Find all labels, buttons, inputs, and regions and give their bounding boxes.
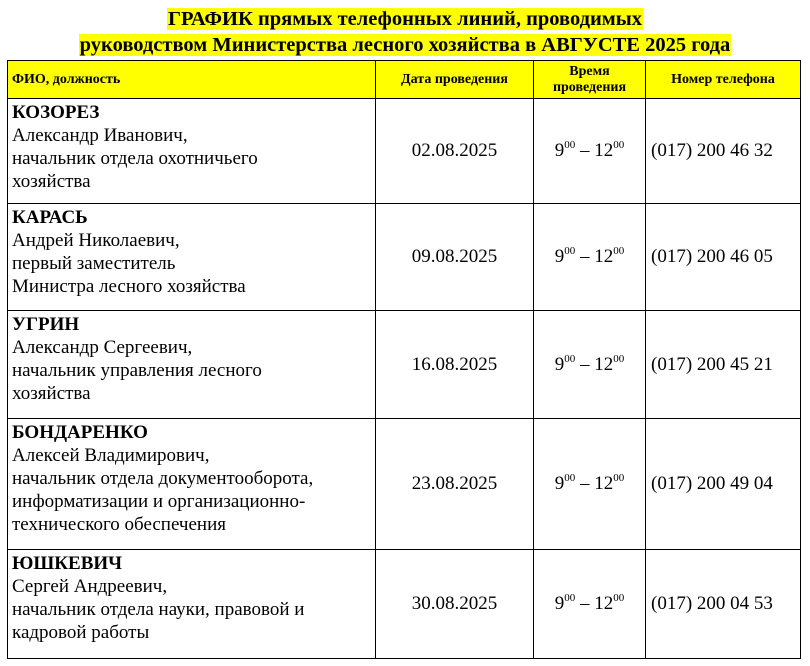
time-cell — [534, 311, 646, 419]
phone-cell: (017) 200 46 32 — [646, 99, 801, 204]
table-row — [8, 204, 801, 311]
table-header-row — [8, 61, 801, 99]
person-cell — [8, 419, 376, 550]
header-time-line-2: проведения — [552, 79, 627, 95]
person-detail-line: Сергей Андреевич, — [12, 576, 168, 597]
time-start-hour: 9 — [554, 473, 565, 494]
person-detail-line: кадровой работы — [12, 622, 150, 643]
person-surname: БОНДАРЕНКО — [12, 422, 148, 443]
date-cell: 16.08.2025 — [376, 311, 534, 419]
time-cell — [534, 99, 646, 204]
person-detail-line: Алексей Владимирович, — [12, 445, 210, 466]
page-title-line-1 — [0, 7, 810, 32]
title-highlight: ГРАФИК прямых телефонных линий, проводимых — [167, 8, 643, 30]
person-surname: ЮШКЕВИЧ — [12, 553, 123, 574]
time-start-min: 00 — [564, 472, 576, 484]
person-surname: УГРИН — [12, 314, 80, 335]
phone-cell: (017) 200 04 53 — [646, 550, 801, 659]
time-end-min: 00 — [613, 352, 625, 365]
person-cell — [8, 99, 376, 204]
phone-cell: (017) 200 46 05 — [646, 204, 801, 311]
phone-cell: (017) 200 49 04 — [646, 419, 801, 550]
date-cell: 23.08.2025 — [376, 419, 534, 550]
person-cell — [8, 311, 376, 419]
time-dash: – — [575, 246, 595, 267]
schedule-table — [7, 60, 801, 659]
person-detail-line: технического обеспечения — [12, 514, 227, 535]
time-end-hour: 12 — [594, 353, 614, 375]
person-detail-line: Министра лесного хозяйства — [12, 276, 246, 297]
date-cell: 30.08.2025 — [376, 550, 534, 659]
phone-cell: (017) 200 45 21 — [646, 311, 801, 419]
time-end-min: 00 — [613, 245, 625, 257]
header-date: Дата проведения — [376, 61, 534, 99]
person-surname: КОЗОРЕЗ — [12, 102, 100, 123]
person-detail-line: начальник отдела документооборота, — [12, 468, 314, 489]
person-cell — [8, 204, 376, 311]
table-row — [8, 311, 801, 419]
date-cell: 09.08.2025 — [376, 204, 534, 311]
person-detail-line: начальник отдела охотничьего — [12, 148, 258, 169]
time-start-hour: 9 — [554, 140, 565, 161]
person-detail-line: хозяйства — [12, 383, 91, 404]
person-detail-line: Андрей Николаевич, — [12, 230, 180, 251]
table-row — [8, 99, 801, 204]
header-time-line-1: Время — [569, 63, 610, 79]
time-end-min: 00 — [613, 139, 625, 151]
date-cell: 02.08.2025 — [376, 99, 534, 204]
time-dash: – — [575, 593, 595, 614]
person-detail-line: хозяйства — [12, 171, 91, 192]
person-surname: КАРАСЬ — [12, 207, 88, 228]
time-cell — [534, 419, 646, 550]
time-cell — [534, 204, 646, 311]
time-start-min: 00 — [564, 352, 576, 365]
time-end-min: 00 — [613, 592, 625, 604]
person-cell — [8, 550, 376, 659]
person-detail-line: начальник отдела науки, правовой и — [12, 599, 305, 620]
time-start-hour: 9 — [554, 593, 565, 614]
person-detail-line: начальник управления лесного — [12, 360, 262, 381]
title-highlight: руководством Министерства лесного хозяйства в АВГУСТЕ 2025 года — [79, 34, 731, 56]
time-end-hour: 12 — [594, 246, 614, 267]
table-row — [8, 419, 801, 550]
header-time — [534, 61, 646, 99]
table-row — [8, 550, 801, 659]
time-end-hour: 12 — [594, 140, 614, 161]
time-end-hour: 12 — [594, 593, 614, 614]
time-end-min: 00 — [613, 472, 625, 484]
page-title-line-2 — [0, 33, 810, 58]
header-name: ФИО, должность — [8, 61, 376, 99]
time-cell — [534, 550, 646, 659]
time-start-min: 00 — [564, 245, 576, 257]
person-detail-line: первый заместитель — [12, 253, 176, 274]
time-start-min: 00 — [564, 139, 576, 151]
time-end-hour: 12 — [594, 473, 614, 494]
person-detail-line: Александр Сергеевич, — [12, 337, 193, 358]
time-start-hour: 9 — [554, 246, 565, 267]
time-dash: – — [575, 353, 595, 375]
time-start-hour: 9 — [554, 353, 565, 375]
header-phone: Номер телефона — [646, 61, 801, 99]
person-detail-line: Александр Иванович, — [12, 125, 188, 146]
person-detail-line: информатизации и организационно- — [12, 491, 306, 512]
time-dash: – — [575, 473, 595, 494]
time-start-min: 00 — [564, 592, 576, 604]
time-dash: – — [575, 140, 595, 161]
